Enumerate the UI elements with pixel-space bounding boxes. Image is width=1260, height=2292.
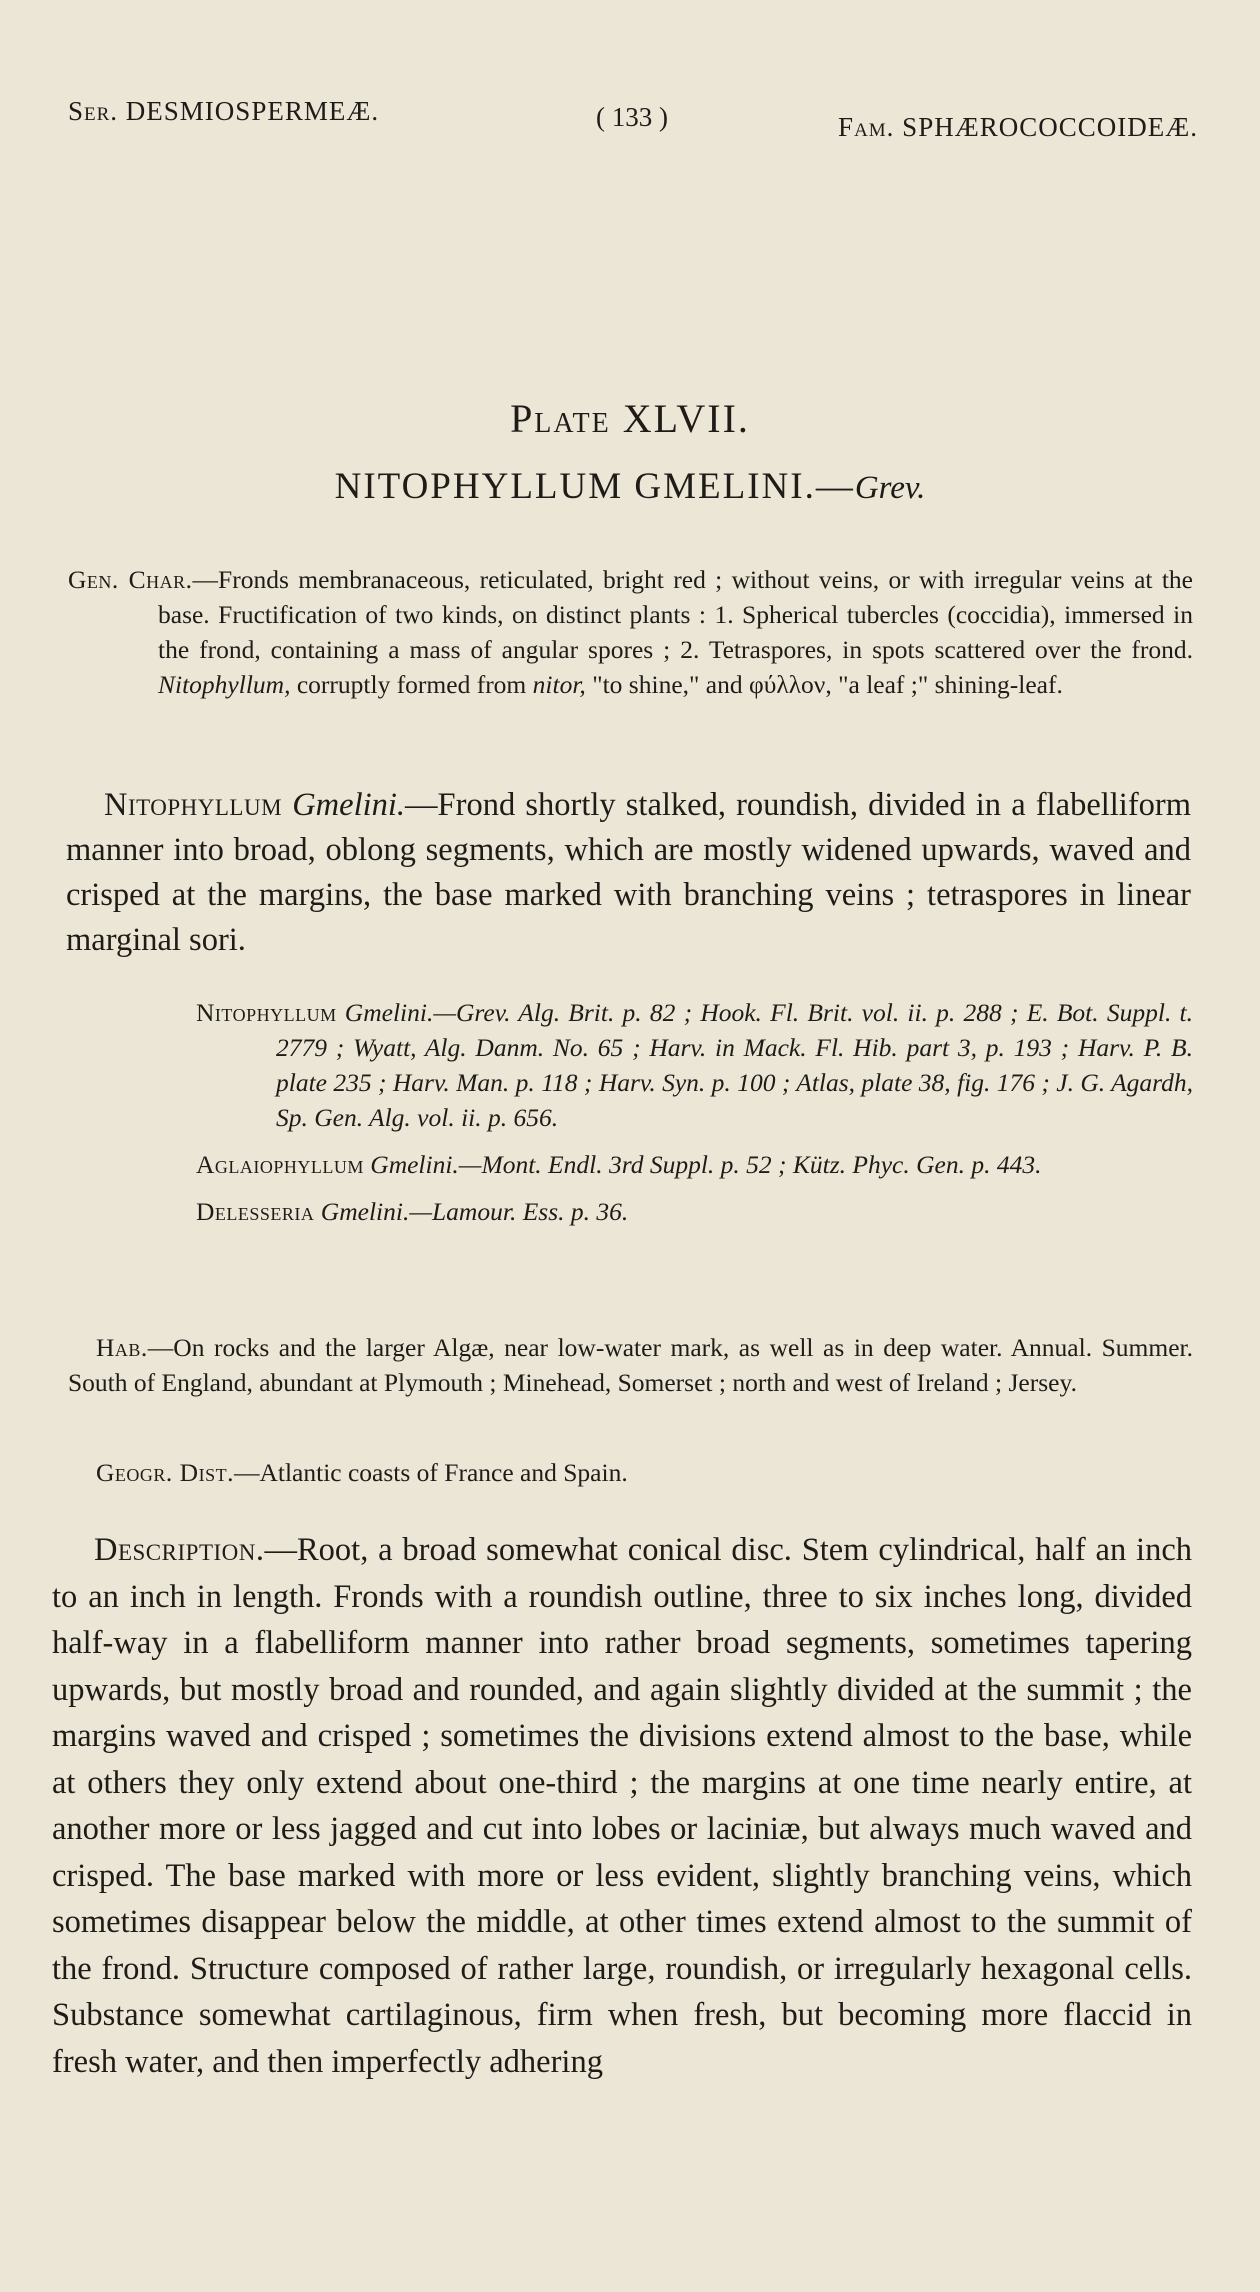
- generic-character-label: Gen. Char.: [68, 565, 193, 594]
- header-series: Ser. DESMIOSPERMEÆ.: [68, 96, 380, 126]
- synonym-entry: [68, 995, 1193, 1135]
- generic-character-text-2: corruptly formed from: [290, 670, 533, 699]
- synonym-genus: Nitophyllum: [196, 998, 337, 1027]
- genus-name-italic: Nitophyllum,: [158, 670, 291, 699]
- diagnosis-paragraph: [66, 783, 1191, 963]
- habitat-text: —On rocks and the larger Algæ, near low-water mark, as well as in deep water. Annual. Summer. South of England, abundant at Plymouth ; Minehead, Somerset ; north and west of Ireland ; Jersey.: [68, 1333, 1193, 1397]
- synonym-entry: [68, 1194, 1193, 1229]
- page-number: ( 133 ): [596, 102, 668, 132]
- description-section: [52, 1527, 1192, 2085]
- diagnosis-epithet: Gmelini.: [292, 787, 406, 823]
- synonym-references: Gmelini.—Mont. Endl. 3rd Suppl. p. 52 ; Kütz. Phyc. Gen. p. 443.: [363, 1150, 1042, 1179]
- geography-label: Geogr. Dist.: [96, 1458, 234, 1487]
- geography-paragraph: [68, 1455, 1193, 1490]
- header-family: Fam. SPHÆROCOCCOIDEÆ.: [838, 112, 1198, 142]
- nitor-italic: nitor,: [532, 670, 586, 699]
- generic-character-paragraph: [68, 562, 1193, 702]
- synonym-genus: Delesseria: [196, 1197, 315, 1226]
- description-paragraph: [52, 1527, 1192, 2085]
- diagnosis-genus: Nitophyllum: [104, 787, 283, 823]
- habitat-section: [68, 1330, 1193, 1400]
- species-diagnosis: [66, 783, 1191, 963]
- habitat-label: Hab.: [96, 1333, 148, 1362]
- running-header: [68, 90, 1198, 140]
- species-authority: Grev.: [854, 470, 926, 506]
- synonymy-list: [68, 995, 1193, 1241]
- description-label: Description.: [94, 1532, 265, 1568]
- generic-character-text-3: "to shine," and φύλλον, "a leaf ;" shining-leaf.: [585, 670, 1063, 699]
- species-title: [0, 465, 1260, 508]
- generic-character: [68, 562, 1193, 702]
- diagnosis-text: —Frond shortly stalked, roundish, divided in a flabelliform manner into broad, oblong segments, which are mostly widened upwards, waved and crisped at the margins, the base marked with branching veins ; tetraspores in linear marginal sori.: [66, 787, 1192, 958]
- synonym-references: Gmelini.—Grev. Alg. Brit. p. 82 ; Hook. Fl. Brit. vol. ii. p. 288 ; E. Bot. Suppl. t. 2779 ; Wyatt, Alg. Danm. No. 65 ; Harv. in Mack. Fl. Hib. part 3, p. 193 ; Harv. P. B. plate 235 ; Harv. Man. p. 118 ; Harv. Syn. p. 100 ; Atlas, plate 38, fig. 176 ; J. G. Agardh, Sp. Gen. Alg. vol. ii. p. 656.: [276, 998, 1193, 1132]
- synonym-references: Gmelini.—Lamour. Ess. p. 36.: [314, 1197, 629, 1226]
- geography-text: —Atlantic coasts of France and Spain.: [233, 1458, 628, 1487]
- species-name: NITOPHYLLUM GMELINI.—: [334, 466, 855, 507]
- synonym-genus: Aglaiophyllum: [196, 1150, 364, 1179]
- synonym-entry: [68, 1147, 1193, 1182]
- habitat-paragraph: [68, 1330, 1193, 1400]
- plate-title: Plate XLVII.: [510, 396, 750, 441]
- generic-character-text: —Fronds membranaceous, reticulated, bright red ; without veins, or with irregular veins at the base. Fructification of two kinds, on distinct plants : 1. Spherical tubercles (coccidia), immersed in the frond, containing a mass of angular spores ; 2. Tetraspores, in spots scattered over the frond.: [158, 565, 1193, 664]
- geographic-distribution: [68, 1455, 1193, 1490]
- description-text: —Root, a broad somewhat conical disc. Stem cylindrical, half an inch to an inch in length. Fronds with a roundish outline, three to six inches long, divided half-way in a flabelliform manner into rather broad segments, sometimes tapering upwards, but mostly broad and rounded, and again slightly divided at the summit ; the margins waved and crisped ; sometimes the divisions extend almost to the base, while at others they only extend about one-third ; the margins at one time nearly entire, at another more or less jagged and cut into lobes or laciniæ, but always much waved and crisped. The base marked with more or less evident, slightly branching veins, which sometimes disappear below the middle, at other times extend almost to the summit of the frond. Structure composed of rather large, roundish, or irregularly hexagonal cells. Substance somewhat cartilaginous, firm when fresh, but becoming more flaccid in fresh water, and then imperfectly adhering: [52, 1532, 1192, 2080]
